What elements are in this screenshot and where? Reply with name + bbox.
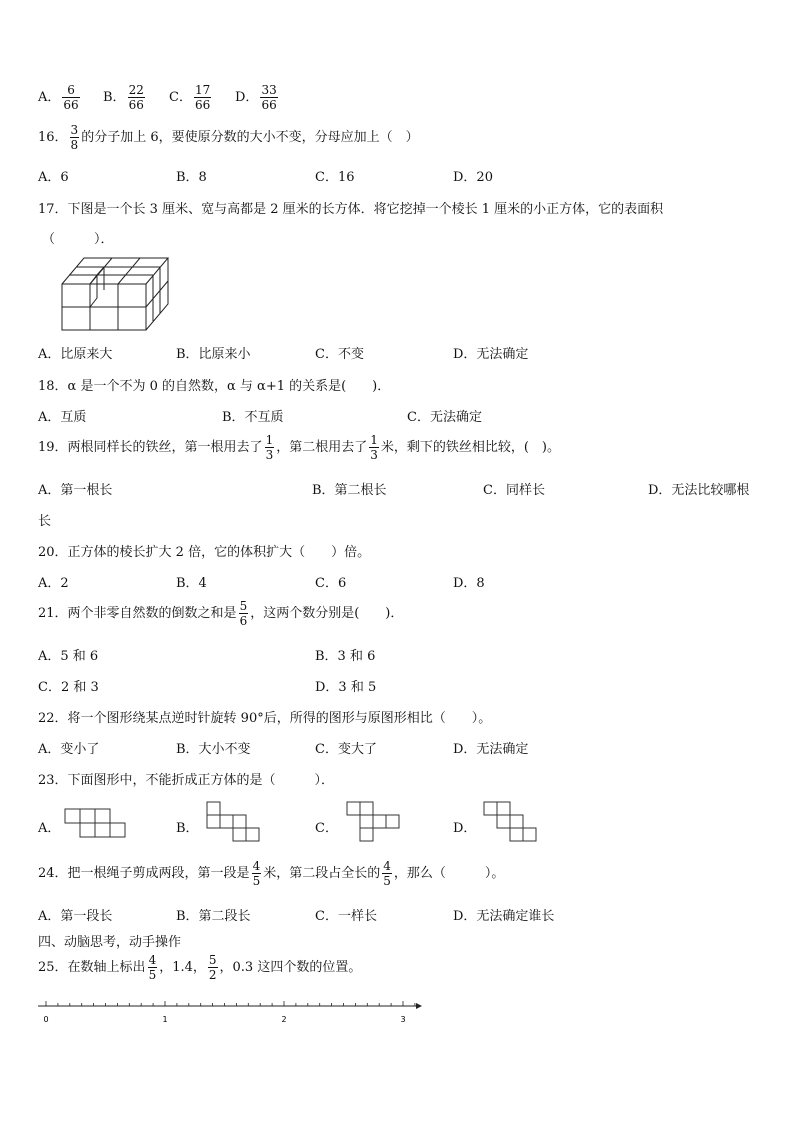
- q23-option-c: C．: [315, 821, 338, 836]
- question-number: 20．: [38, 545, 68, 560]
- q23-option-b: B．: [176, 821, 199, 836]
- question-text: ，0.3 这四个数的位置。: [219, 960, 362, 975]
- q17-stem-continued: （ ）．: [42, 232, 114, 247]
- q16-stem: [38, 124, 419, 151]
- fraction: [239, 600, 249, 627]
- q16-option-c: C．16: [315, 170, 355, 185]
- q23-option-d: D．: [453, 821, 477, 836]
- q25-stem: [38, 954, 361, 981]
- q19-option-d: D．无法比较哪根: [648, 483, 750, 498]
- fraction: [62, 84, 79, 111]
- question-text: ，这两个数分别是( )．: [250, 606, 404, 621]
- fraction: [70, 124, 80, 151]
- q15-option-c: [169, 84, 213, 111]
- q20-option-c: C．6: [315, 576, 347, 591]
- fraction: [265, 434, 275, 461]
- q15-option-a: [38, 84, 82, 111]
- denominator: 66: [63, 98, 79, 112]
- numerator: 1: [370, 433, 378, 447]
- q24-option-d: D．无法确定谁长: [453, 909, 555, 924]
- tick-label: 0: [43, 1015, 49, 1024]
- option-letter: B．: [103, 90, 126, 105]
- numerator: 3: [70, 123, 79, 137]
- question-text: 两根同样长的铁丝，第一根用去了: [67, 440, 263, 455]
- question-number: 18．: [38, 379, 68, 394]
- fraction: [208, 954, 218, 981]
- tick-label: 2: [281, 1015, 287, 1024]
- fraction: [148, 954, 158, 981]
- question-text: 两个非零自然数的倒数之和是: [67, 606, 237, 621]
- section-heading: 四、动脑思考，动手操作: [38, 935, 182, 950]
- q23-net-b: [206, 801, 262, 845]
- question-number: 24．: [38, 866, 68, 881]
- q18-option-c: C．无法确定: [407, 410, 482, 425]
- question-text: α 是一个不为 0 的自然数，α 与 α+1 的关系是( )．: [67, 379, 391, 394]
- question-text: 的分子加上 6，要使原分数的大小不变，分母应加上（ ）: [81, 130, 419, 145]
- question-number: 17．: [38, 202, 68, 217]
- question-number: 25．: [38, 960, 68, 975]
- option-letter: D．: [235, 90, 259, 105]
- denominator: 2: [208, 968, 217, 982]
- q21-option-d: D．3 和 5: [315, 680, 377, 695]
- q22-stem: [38, 707, 491, 726]
- denominator: 66: [261, 98, 277, 112]
- q22-option-a: A．变小了: [38, 742, 100, 757]
- fraction: [128, 84, 145, 111]
- numerator: 4: [148, 953, 157, 967]
- denominator: 3: [370, 448, 378, 462]
- numerator: 4: [252, 859, 261, 873]
- question-number: 21．: [38, 606, 68, 621]
- q15-option-b: [103, 84, 147, 111]
- q18-option-a: A．互质: [38, 410, 87, 425]
- q19-option-d-wrap: 长: [38, 514, 52, 529]
- q20-option-d: D．8: [453, 576, 485, 591]
- question-text: 在数轴上标出: [67, 960, 146, 975]
- q17-option-d: D．无法确定: [453, 347, 529, 362]
- q18-option-b: B．不互质: [222, 410, 284, 425]
- q22-option-b: B．大小不变: [176, 742, 251, 757]
- q21-option-a: A．5 和 6: [38, 649, 99, 664]
- q20-option-a: A．2: [38, 576, 69, 591]
- q23-net-d: [483, 801, 539, 845]
- q19-option-a: A．第一根长: [38, 483, 113, 498]
- q23-net-c: [346, 801, 402, 845]
- q17-option-c: C．不变: [315, 347, 364, 362]
- q19-stem: [38, 434, 560, 461]
- question-text: ，第二根用去了: [276, 440, 368, 455]
- q16-option-b: B．8: [176, 170, 207, 185]
- question-number: 19．: [38, 440, 68, 455]
- q17-stem: [38, 198, 663, 217]
- q23-option-a: A．: [38, 821, 61, 836]
- q19-option-b: B．第二根长: [312, 483, 387, 498]
- numerator: 1: [265, 433, 274, 447]
- numerator: 6: [67, 83, 75, 97]
- question-text: 将一个图形绕某点逆时针旋转 90°后，所得的图形与原图形相比（ ）。: [67, 711, 492, 726]
- fraction: [382, 860, 392, 887]
- tick-label: 1: [162, 1015, 168, 1024]
- q23-net-a: [64, 808, 128, 838]
- q17-option-a: A．比原来大: [38, 347, 113, 362]
- q21-option-b: B．3 和 6: [315, 649, 376, 664]
- q20-option-b: B．4: [176, 576, 207, 591]
- fraction: [194, 84, 211, 111]
- number-line: [36, 1000, 422, 1030]
- denominator: 3: [265, 448, 274, 462]
- question-text: 米，第二段占全长的: [263, 866, 381, 881]
- cuboid-figure: [60, 256, 176, 332]
- numerator: 4: [383, 859, 391, 873]
- question-text: 下图是一个长 3 厘米、宽与高都是 2 厘米的长方体．将它挖掉一个棱长 1 厘米的小正方体，它的表面积: [67, 202, 664, 217]
- tick-label: 3: [400, 1015, 406, 1024]
- question-text: ，1.4，: [159, 960, 206, 975]
- fraction: [369, 434, 379, 461]
- numerator: 17: [194, 83, 211, 97]
- q18-stem: [38, 375, 390, 394]
- arrow-icon: [416, 1003, 422, 1009]
- denominator: 5: [383, 874, 391, 888]
- q24-option-b: B．第二段长: [176, 909, 251, 924]
- fraction: [252, 860, 262, 887]
- question-text: ，那么（ ）。: [393, 866, 505, 881]
- q16-option-a: A．6: [38, 170, 69, 185]
- q21-stem: [38, 600, 403, 627]
- denominator: 5: [148, 968, 157, 982]
- q24-option-c: C．一样长: [315, 909, 377, 924]
- question-number: 16．: [38, 130, 68, 145]
- numerator: 33: [261, 83, 277, 97]
- q24-stem: [38, 860, 504, 887]
- question-number: 23．: [38, 773, 68, 788]
- option-letter: C．: [169, 90, 192, 105]
- numerator: 22: [128, 83, 144, 97]
- question-text: 下面图形中，不能折成正方体的是（ ）．: [67, 773, 335, 788]
- numerator: 5: [239, 599, 248, 613]
- q19-option-c: C．同样长: [483, 483, 545, 498]
- option-letter: A．: [38, 90, 61, 105]
- q15-option-d: [235, 84, 280, 111]
- question-text: 把一根绳子剪成两段，第一段是: [67, 866, 250, 881]
- q20-stem: [38, 541, 370, 560]
- question-number: 22．: [38, 711, 68, 726]
- q22-option-d: D．无法确定: [453, 742, 529, 757]
- numerator: 5: [208, 953, 217, 967]
- question-text: 米，剩下的铁丝相比较，( )。: [380, 440, 561, 455]
- q24-option-a: A．第一段长: [38, 909, 113, 924]
- q17-option-b: B．比原来小: [176, 347, 251, 362]
- denominator: 6: [239, 614, 248, 628]
- denominator: 8: [70, 138, 79, 152]
- q16-option-d: D．20: [453, 170, 493, 185]
- denominator: 66: [194, 98, 211, 112]
- denominator: 66: [128, 98, 144, 112]
- q21-option-c: C．2 和 3: [38, 680, 99, 695]
- denominator: 5: [252, 874, 261, 888]
- fraction: [260, 84, 277, 111]
- question-text: 正方体的棱长扩大 2 倍，它的体积扩大（ ）倍。: [67, 545, 371, 560]
- q22-option-c: C．变大了: [315, 742, 377, 757]
- q23-stem: [38, 769, 334, 788]
